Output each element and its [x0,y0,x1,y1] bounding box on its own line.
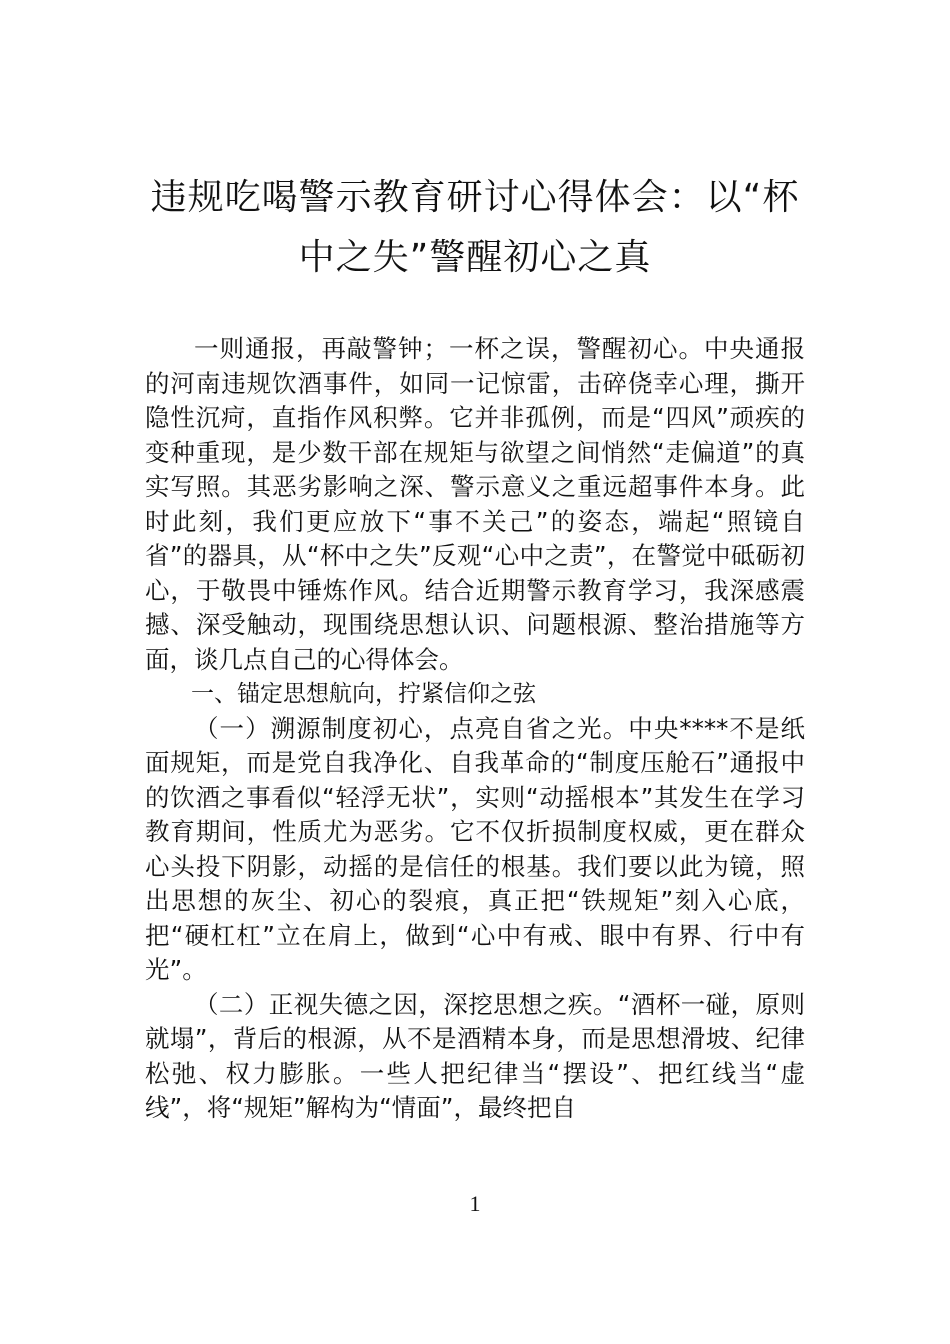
subsection-paragraph-1: （一）溯源制度初心，点亮自省之光。中央****不是纸面规矩，而是党自我净化、自我革命的“制度压舱石”通报中的饮酒之事看似“轻浮无状”，实则“动摇根本”其发生在学习教育期间，性质尤为恶劣。它不仅折损制度权威，更在群众心头投下阴影，动摇的是信任的根基。我们要以此为镜，照出思想的灰尘、初心的裂痕，真正把“铁规矩”刻入心底，把“硬杠杠”立在肩上，做到“心中有戒、眼中有界、行中有光”。 [145,713,805,984]
title-line-1: 违规吃喝警示教育研讨心得体会：以“杯 [150,177,800,218]
subsection-paragraph-2: （二）正视失德之因，深挖思想之疾。“酒杯一碰，原则就塌”，背后的根源，从不是酒精本身，而是思想滑坡、纪律松弛、权力膨胀。一些人把纪律当“摆设”、把红线当“虚线”，将“规矩”解构为“情面”，最终把自 [145,989,805,1122]
section-heading-1: 一、锚定思想航向，拧紧信仰之弦 [191,681,536,707]
page-number: 1 [469,1191,481,1216]
intro-paragraph: 一则通报，再敲警钟；一杯之误，警醒初心。中央通报的河南违规饮酒事件，如同一记惊雷，击碎侥幸心理，撕开隐性沉疴，直指作风积弊。它并非孤例，而是“四风”顽疾的变种重现，是少数干部在规矩与欲望之间悄然“走偏道”的真实写照。其恶劣影响之深、警示意义之重远超事件本身。此时此刻，我们更应放下“事不关己”的姿态，端起“照镜自省”的器具，从“杯中之失”反观“心中之责”，在警觉中砥砺初心，于敬畏中锤炼作风。结合近期警示教育学习，我深感震撼、深受触动，现围绕思想认识、问题根源、整治措施等方面，谈几点自己的心得体会。 [145,334,805,674]
document-body [145,332,805,1126]
title-line-2: 中之失”警醒初心之真 [298,237,652,278]
document-title [145,168,805,288]
